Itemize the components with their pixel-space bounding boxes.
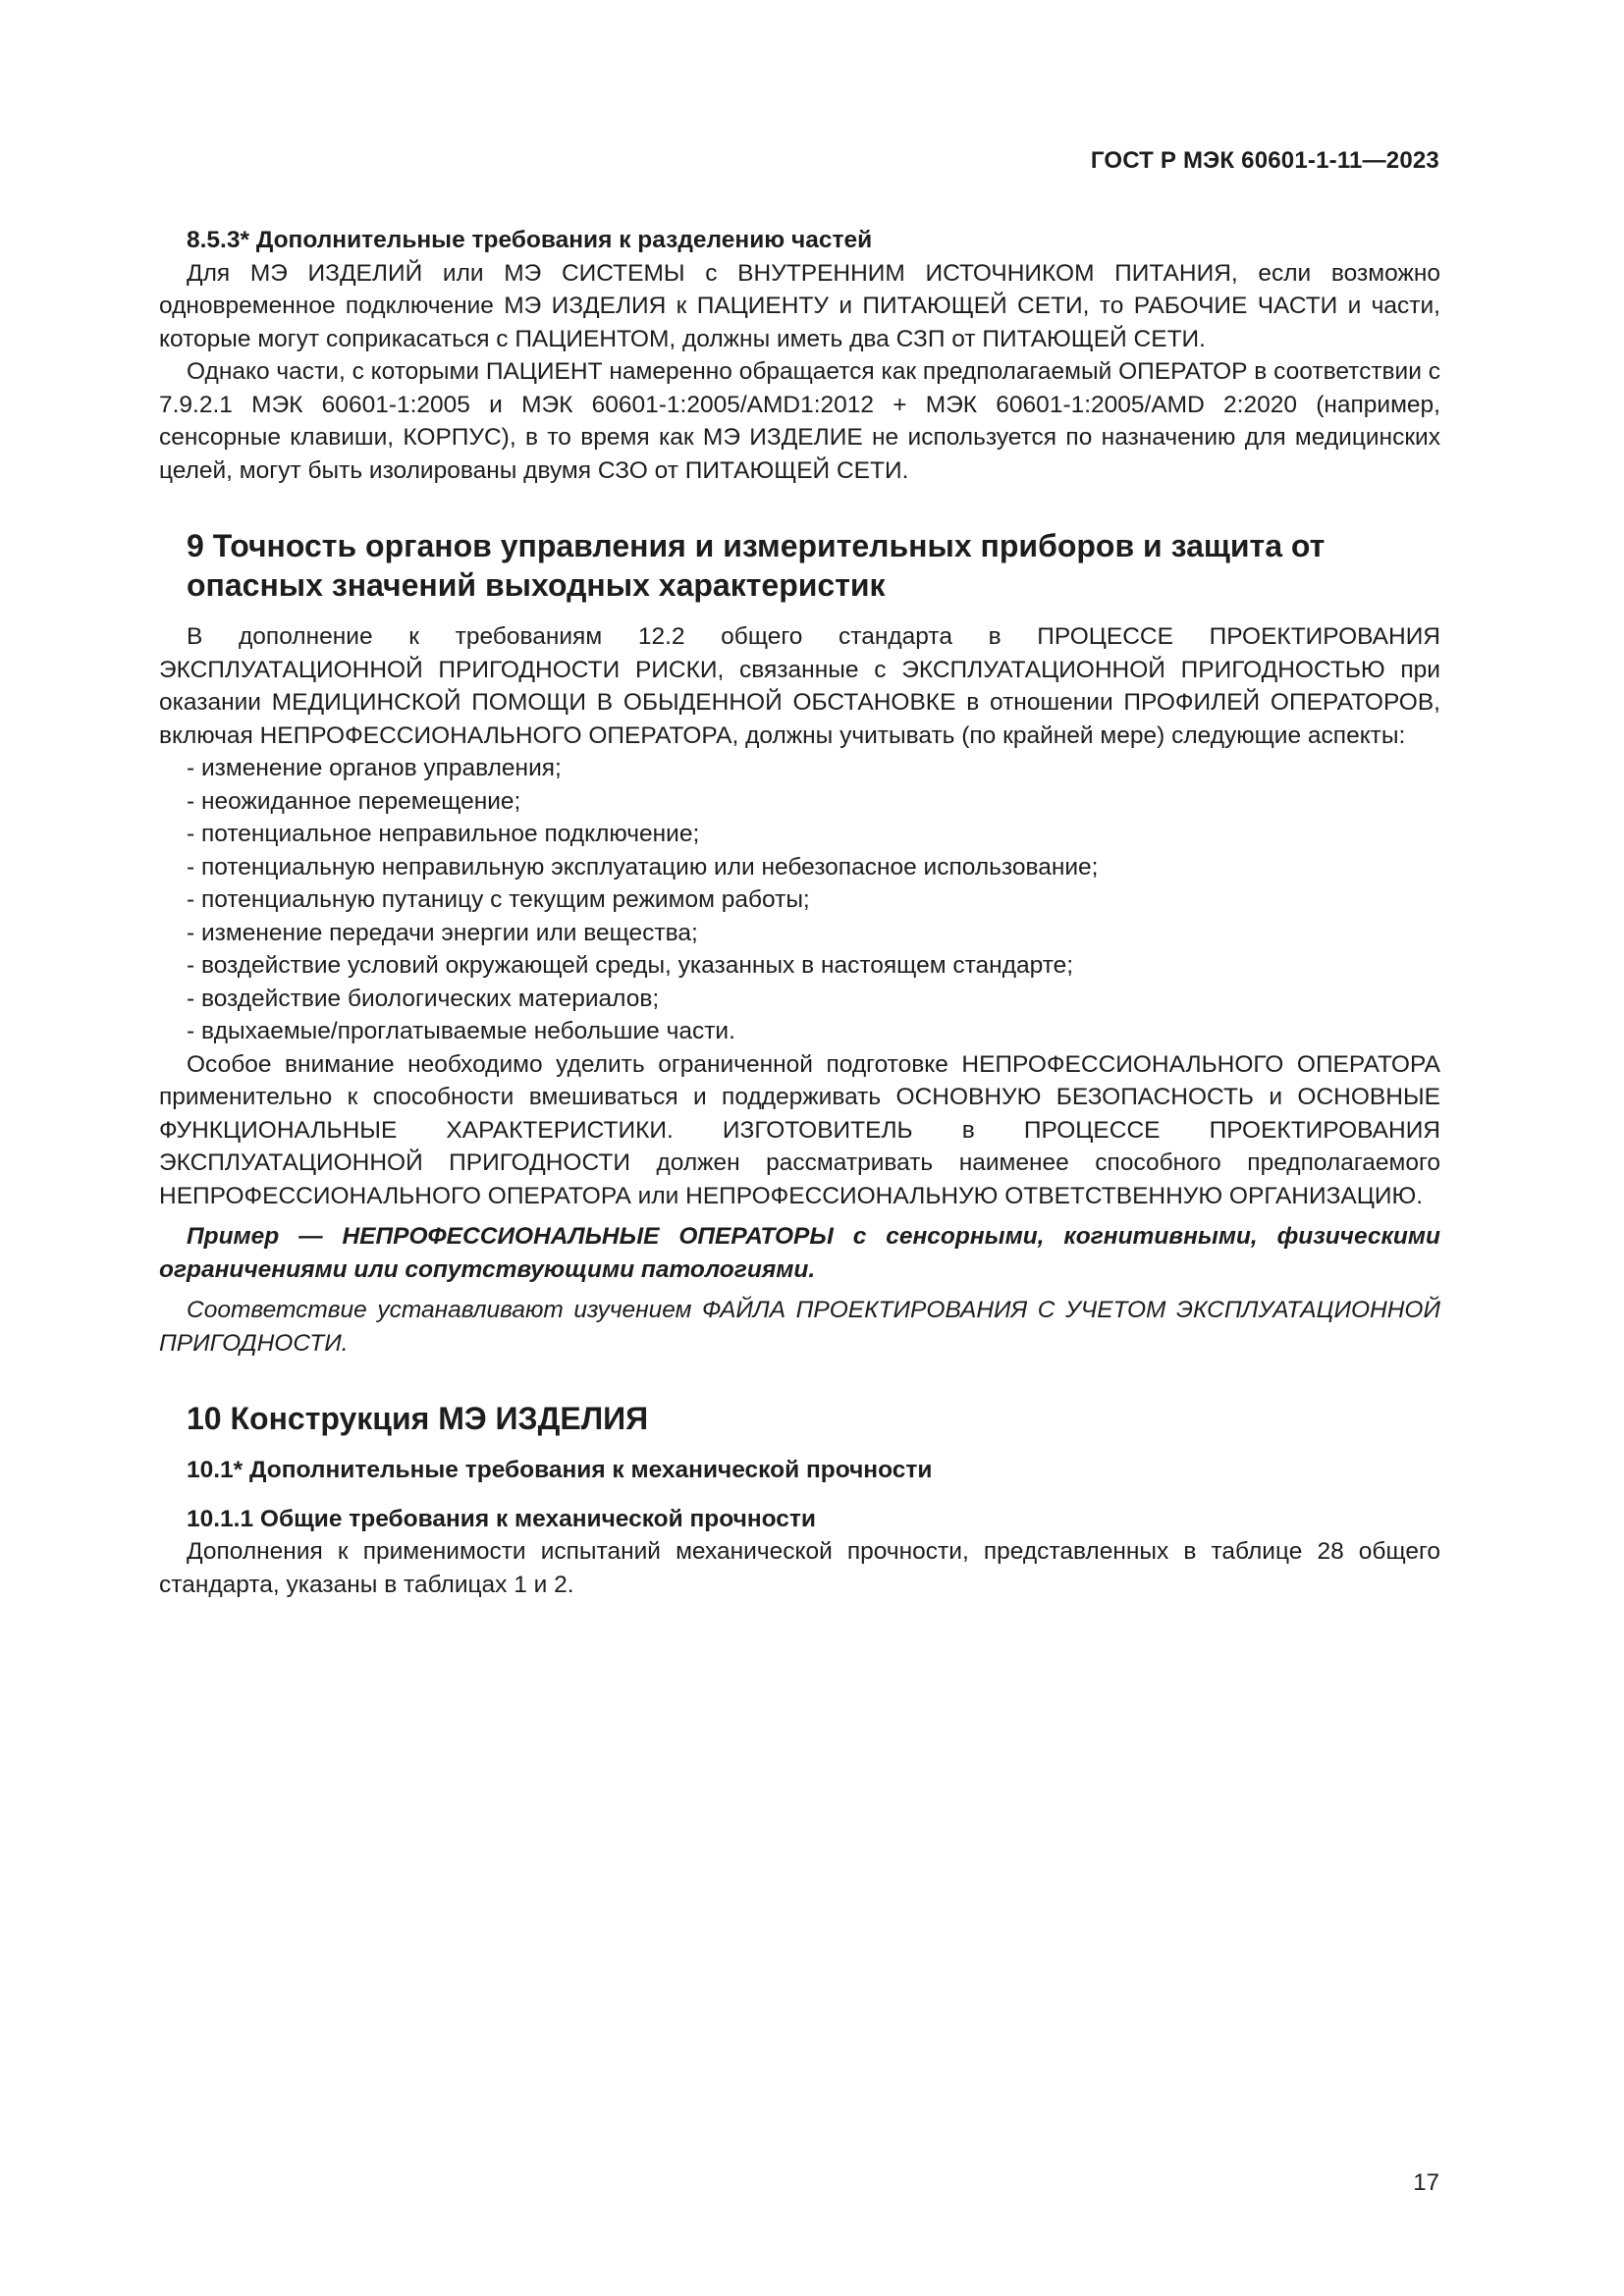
section-9-example: Пример — НЕПРОФЕССИОНАЛЬНЫЕ ОПЕРАТОРЫ с сенсорными, когнитивными, физическими ограничениями или сопутствующими патологиями.	[159, 1223, 1440, 1283]
standard-header: ГОСТ Р МЭК 60601-1-11—2023	[1090, 147, 1439, 174]
list-item: - изменение передачи энергии или вещества;	[159, 917, 1440, 950]
aspects-list	[159, 752, 1440, 1048]
list-item: - воздействие биологических материалов;	[159, 983, 1440, 1016]
section-10-1-1-heading: 10.1.1 Общие требования к механической прочности	[187, 1505, 816, 1532]
section-9-heading	[187, 526, 1440, 605]
list-item: - потенциальную неправильную эксплуатацию или небезопасное использование;	[159, 851, 1440, 884]
section-9-intro: В дополнение к требованиям 12.2 общего стандарта в ПРОЦЕССЕ ПРОЕКТИРОВАНИЯ ЭКСПЛУАТАЦИОННОЙ ПРИГОДНОСТИ РИСКИ, связанные с ЭКСПЛУАТАЦИОННОЙ ПРИГОДНОСТЬЮ при оказании МЕДИЦИНСКОЙ ПОМОЩИ В ОБЫДЕННОЙ ОБСТАНОВКЕ в отношении ПРОФИЛЕЙ ОПЕРАТОРОВ, включая НЕПРОФЕССИОНАЛЬНОГО ОПЕРАТОРА, должны учитывать (по крайней мере) следующие аспекты:	[159, 623, 1440, 749]
section-9-heading-line-2: опасных значений выходных характеристик	[187, 567, 886, 603]
section-9-compliance: Соответствие устанавливают изучением ФАЙЛА ПРОЕКТИРОВАНИЯ С УЧЕТОМ ЭКСПЛУАТАЦИОННОЙ ПРИГОДНОСТИ.	[159, 1297, 1440, 1357]
list-item: - изменение органов управления;	[159, 752, 1440, 785]
section-8-5-3-paragraph-2: Однако части, с которыми ПАЦИЕНТ намеренно обращается как предполагаемый ОПЕРАТОР в соответствии с 7.9.2.1 МЭК 60601-1:2005 и МЭК 60601-1:2005/AMD1:2012 + МЭК 60601-1:2005/AMD 2:2020 (например, сенсорные клавиши, КОРПУС), в то время как МЭ ИЗДЕЛИЕ не используется по назначению для медицинских целей, могут быть изолированы двумя СЗО от ПИТАЮЩЕЙ СЕТИ.	[159, 358, 1440, 484]
section-9-heading-line-1: 9 Точность органов управления и измерительных приборов и защита от	[187, 528, 1326, 563]
section-10-heading: 10 Конструкция МЭ ИЗДЕЛИЯ	[187, 1401, 649, 1436]
list-item: - неожиданное перемещение;	[159, 785, 1440, 819]
section-8-5-3-heading: 8.5.3* Дополнительные требования к разделению частей	[187, 227, 873, 253]
section-10-1-heading: 10.1* Дополнительные требования к механической прочности	[187, 1457, 933, 1483]
section-10-1-1-paragraph: Дополнения к применимости испытаний механической прочности, представленных в таблице 28 общего стандарта, указаны в таблицах 1 и 2.	[159, 1538, 1440, 1598]
page-content	[159, 224, 1440, 1601]
list-item: - воздействие условий окружающей среды, указанных в настоящем стандарте;	[159, 949, 1440, 983]
page-number: 17	[1413, 2169, 1439, 2196]
section-9-attention: Особое внимание необходимо уделить ограниченной подготовке НЕПРОФЕССИОНАЛЬНОГО ОПЕРАТОРА применительно к способности вмешиваться и поддерживать ОСНОВНУЮ БЕЗОПАСНОСТЬ и ОСНОВНЫЕ ФУНКЦИОНАЛЬНЫЕ ХАРАКТЕРИСТИКИ. ИЗГОТОВИТЕЛЬ в ПРОЦЕССЕ ПРОЕКТИРОВАНИЯ ЭКСПЛУАТАЦИОННОЙ ПРИГОДНОСТИ должен рассматривать наименее способного предполагаемого НЕПРОФЕССИОНАЛЬНОГО ОПЕРАТОРА или НЕПРОФЕССИОНАЛЬНУЮ ОТВЕТСТВЕННУЮ ОРГАНИЗАЦИЮ.	[159, 1050, 1440, 1209]
section-8-5-3-paragraph-1: Для МЭ ИЗДЕЛИЙ или МЭ СИСТЕМЫ с ВНУТРЕННИМ ИСТОЧНИКОМ ПИТАНИЯ, если возможно одновременное подключение МЭ ИЗДЕЛИЯ к ПАЦИЕНТУ и ПИТАЮЩЕЙ СЕТИ, то РАБОЧИЕ ЧАСТИ и части, которые могут соприкасаться с ПАЦИЕНТОМ, должны иметь два СЗП от ПИТАЮЩЕЙ СЕТИ.	[159, 259, 1440, 352]
list-item: - потенциальное неправильное подключение;	[159, 818, 1440, 851]
list-item: - вдыхаемые/проглатываемые небольшие части.	[159, 1015, 1440, 1048]
list-item: - потенциальную путаницу с текущим режимом работы;	[159, 883, 1440, 917]
